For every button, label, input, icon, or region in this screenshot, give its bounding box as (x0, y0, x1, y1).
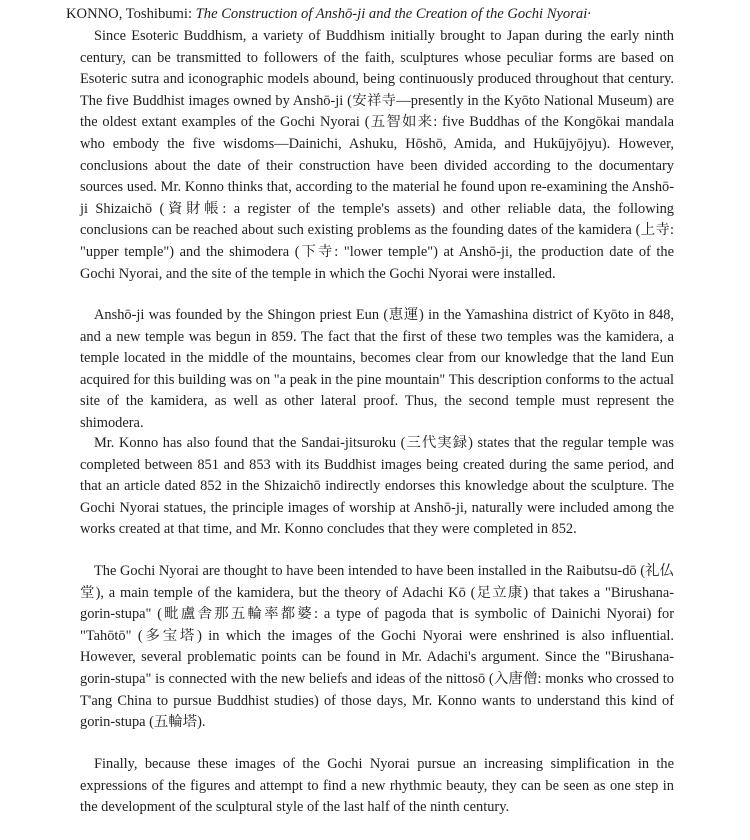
paragraph-5: Finally, because these images of the Gochi Nyorai pursue an increasing simplification in the expressions of the figures and attempt to find a new rhythmic beauty, they can be seen as one step in the development of the sculptural style of the last half of the ninth century. (80, 756, 674, 816)
paragraph-1: Since Esoteric Buddhism, a variety of Buddhism initially brought to Japan during the early ninth century, can be transmitted to followers of the faith, sculptures whose peculiar forms are based on Esoteric sutra and iconographic models abound, being continuously produced throughout that century. The five Buddhist images owned by Anshō-ji (安祥寺—presently in the Kyōto National Museum) are the oldest extant examples of the Gochi Nyorai (五智如来: five Buddhas of the Kongōkai mandala who embody the five wisdoms—Dainichi, Ashuku, Hōshō, Amida, and Hukūjyōjyu). However, conclusions about the date of their construction have been divided according to the documentary sources used. Mr. Konno thinks that, according to the material he found upon re-examining the Anshō-ji Shizaichō (資財帳: a register of the temple's assets) and other reliable data, the following conclusions can be reached about such existing problems as the founding dates of the kamidera (上寺: "upper temple") and the shimodera (下寺: "lower temple") at Anshō-ji, the production date of the Gochi Nyorai, and the site of the temple in which the Gochi Nyorai were installed. (80, 28, 674, 282)
article-title: The Construction of Anshō-ji and the Creation of the Gochi Nyorai· (195, 6, 591, 22)
paragraph-2: Anshō-ji was founded by the Shingon priest Eun (恵運) in the Yamashina district of Kyōto in 848, and a new temple was begun in 859. The fact that the first of these two temples was the kamidera, a temple located in the middle of the mountains, becomes clear from our knowledge that the land Eun acquired for this building was on "a peak in the pine mountain" This description conforms to the actual site of the kamidera, as well as other lateral proof. Thus, the second temple must represent the shimodera. (80, 307, 674, 431)
author-name: KONNO, Toshibumi: (66, 6, 196, 22)
paragraph-4: The Gochi Nyorai are thought to have been intended to have been installed in the Raibutsu-dō (礼仏堂), a main temple of the kamidera, but the theory of Adachi Kō (足立康) that takes a "Birushana-gorin-stupa" (毗盧舎那五輪率都婆: a type of pagoda that is symbolic of Dainichi Nyorai) for "Tahōtō" (多宝塔) in which the images of the Gochi Nyorai were enshrined is also influential. However, several problematic points can be found in Mr. Adachi's argument. Since the "Birushana-gorin-stupa" is connected with the new beliefs and ideas of the nittosō (入唐僧: monks who crossed to T'ang China to pursue Buddhist studies) of those days, Mr. Konno wants to understand this kind of gorin-stupa (五輪塔). (80, 563, 674, 731)
paragraph-3: Mr. Konno has also found that the Sandai-jitsuroku (三代実録) states that the regular temple was completed between 851 and 853 with its Buddhist images being created during the same period, and that an article dated 852 in the Shizaichō indirectly endorses this knowledge about the sculpture. The Gochi Nyorai statues, the principle images of worship at Anshō-ji, naturally were included among the works created at that time, and Mr. Konno concludes that they were completed in 852. (80, 435, 674, 538)
article-heading (66, 4, 746, 24)
